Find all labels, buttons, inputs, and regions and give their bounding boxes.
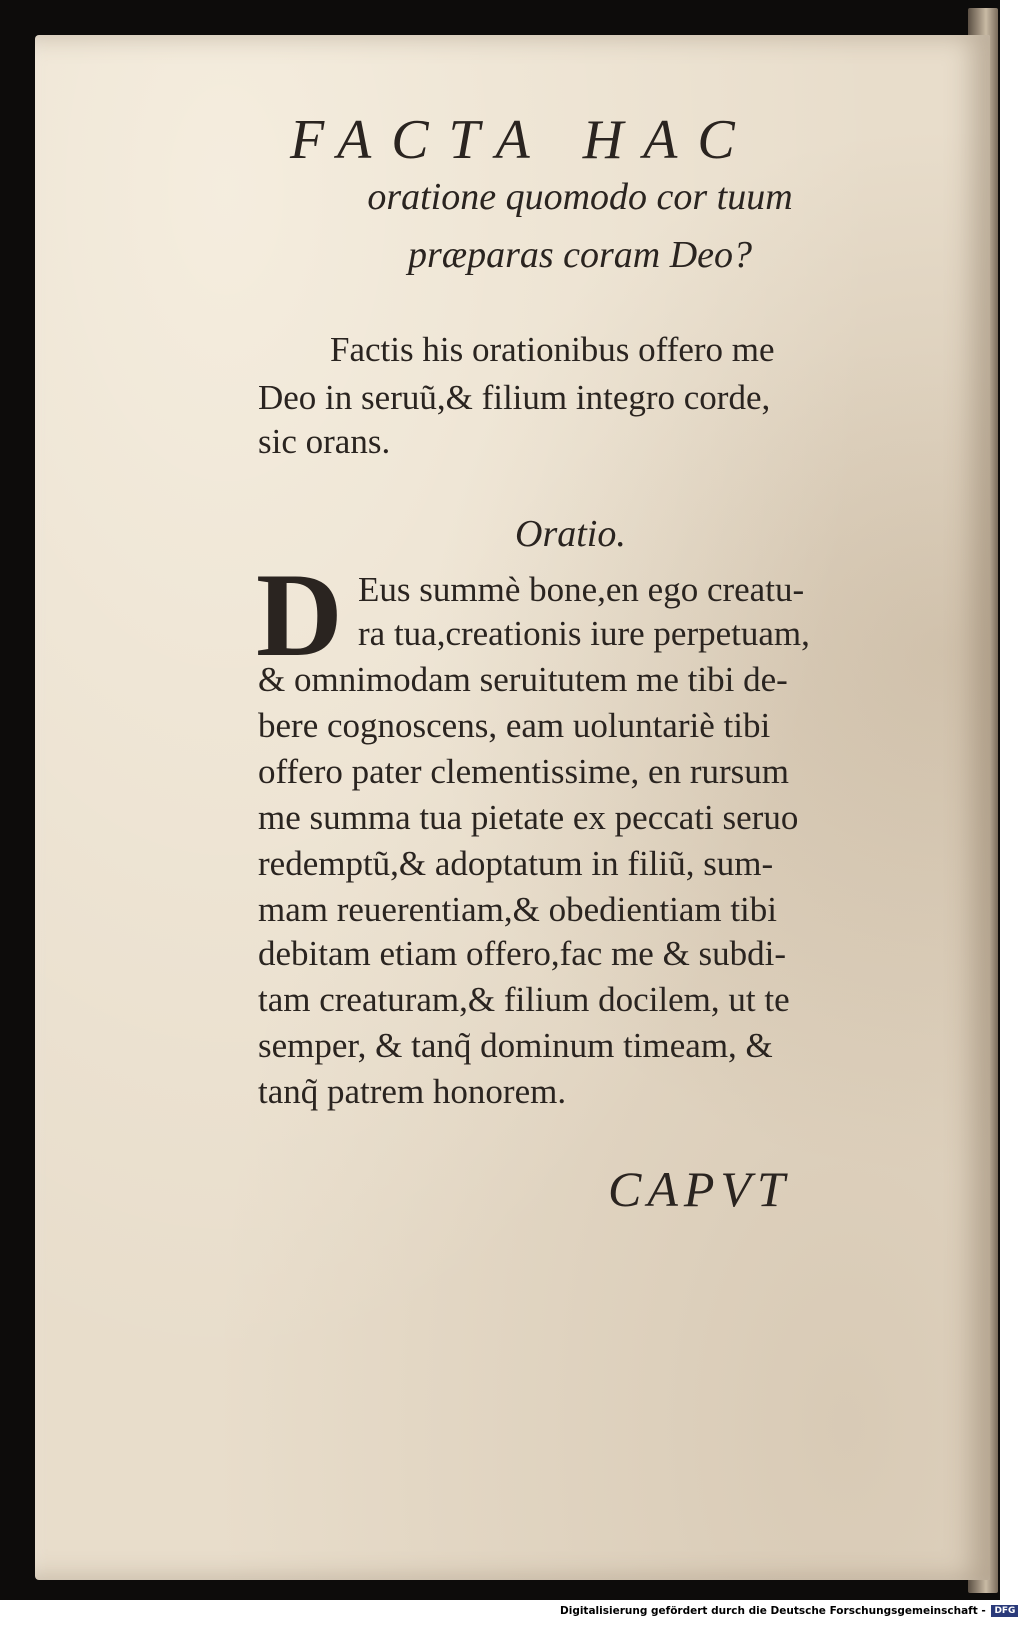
subheading-line-1: oratione quomodo cor tuum xyxy=(367,176,793,218)
body-line-11: semper, & tanq̃ dominum timeam, & xyxy=(258,1026,773,1065)
body-line-7: redemptũ,& adoptatum in filiũ, sum- xyxy=(258,844,774,883)
body-line-3: & omnimodam seruitutem me tibi de- xyxy=(258,660,788,699)
body-line-5: offero pater clementissime, en rursum xyxy=(258,752,789,791)
digitization-footer xyxy=(560,1605,1016,1623)
catchword: CAPVT xyxy=(608,1161,791,1217)
page-heading: FACTA HAC xyxy=(290,109,755,171)
section-title: Oratio. xyxy=(515,513,626,555)
drop-cap: D xyxy=(256,548,343,681)
intro-line-2: Deo in seruũ,& filium integro corde, xyxy=(258,378,771,417)
body-line-9: debitam etiam offero,fac me & subdi- xyxy=(258,934,787,973)
dfg-logo: DFG xyxy=(991,1605,1018,1617)
intro-line-1: Factis his orationibus offero me xyxy=(330,330,775,369)
intro-line-3: sic orans. xyxy=(258,422,391,461)
body-line-12: tanq̃ patrem honorem. xyxy=(258,1072,567,1111)
body-line-6: me summa tua pietate ex peccati seruo xyxy=(258,798,799,837)
body-line-2: ra tua,creationis iure perpetuam, xyxy=(358,614,810,653)
subheading-line-2: præparas coram Deo? xyxy=(407,234,753,276)
body-line-1: Eus summè bone,en ego creatu- xyxy=(358,570,805,609)
body-line-4: bere cognoscens, eam uoluntariè tibi xyxy=(258,706,771,745)
body-line-10: tam creaturam,& filium docilem, ut te xyxy=(258,980,790,1019)
footer-text: Digitalisierung gefördert durch die Deutsche Forschungsgemeinschaft - xyxy=(560,1605,986,1617)
body-line-8: mam reuerentiam,& obedientiam tibi xyxy=(258,890,778,929)
